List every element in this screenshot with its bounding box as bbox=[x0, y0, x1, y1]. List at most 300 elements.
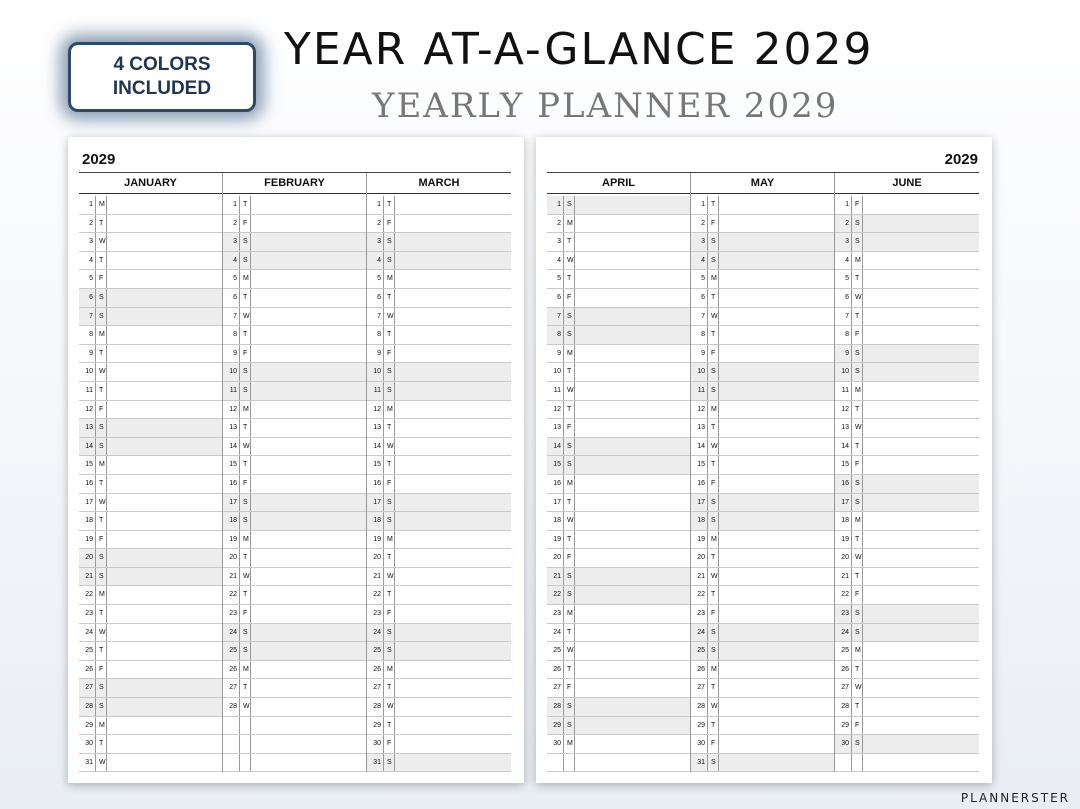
day-note-area[interactable] bbox=[251, 252, 366, 270]
day-note-area[interactable] bbox=[719, 438, 834, 456]
day-row bbox=[691, 735, 834, 754]
day-weekday: M bbox=[563, 735, 575, 753]
day-note-area[interactable] bbox=[251, 326, 366, 344]
day-note-area[interactable] bbox=[395, 568, 511, 586]
day-row bbox=[547, 624, 690, 643]
day-note-area[interactable] bbox=[719, 456, 834, 474]
day-row bbox=[367, 233, 511, 252]
day-note-area[interactable] bbox=[719, 642, 834, 660]
day-note-area[interactable] bbox=[719, 401, 834, 419]
day-note-area[interactable] bbox=[107, 401, 222, 419]
day-weekday: T bbox=[95, 475, 107, 493]
day-weekday: W bbox=[851, 419, 863, 437]
day-number: 19 bbox=[373, 535, 381, 543]
day-number: 25 bbox=[553, 647, 561, 655]
day-note-area[interactable] bbox=[251, 754, 366, 772]
day-note-area[interactable] bbox=[395, 494, 511, 512]
day-note-area[interactable] bbox=[719, 345, 834, 363]
day-note-area[interactable] bbox=[107, 698, 222, 716]
day-note-area[interactable] bbox=[719, 605, 834, 623]
day-note-area[interactable] bbox=[575, 196, 690, 214]
day-note-area[interactable] bbox=[395, 270, 511, 288]
day-note-area[interactable] bbox=[107, 679, 222, 697]
day-number: 9 bbox=[233, 349, 237, 357]
day-number: 29 bbox=[547, 717, 563, 735]
day-note-area[interactable] bbox=[863, 252, 979, 270]
day-weekday: T bbox=[239, 586, 251, 604]
day-note-area[interactable] bbox=[863, 270, 979, 288]
day-weekday: M bbox=[95, 717, 107, 735]
day-number: 14 bbox=[79, 438, 95, 456]
day-note-area[interactable] bbox=[395, 456, 511, 474]
day-number: 19 bbox=[85, 535, 93, 543]
day-note-area[interactable] bbox=[395, 717, 511, 735]
day-weekday: F bbox=[95, 270, 107, 288]
day-weekday bbox=[239, 735, 251, 753]
day-number: 13 bbox=[841, 424, 849, 432]
day-weekday: T bbox=[383, 717, 395, 735]
day-note-area[interactable] bbox=[863, 586, 979, 604]
day-note-area[interactable] bbox=[107, 624, 222, 642]
day-note-area[interactable] bbox=[575, 345, 690, 363]
day-note-area[interactable] bbox=[575, 456, 690, 474]
day-row bbox=[367, 568, 511, 587]
day-note-area[interactable] bbox=[395, 345, 511, 363]
day-note-area[interactable] bbox=[107, 512, 222, 530]
day-note-area[interactable] bbox=[251, 475, 366, 493]
day-weekday: S bbox=[383, 754, 395, 772]
day-weekday: T bbox=[95, 605, 107, 623]
day-note-area[interactable] bbox=[863, 419, 979, 437]
day-number: 1 bbox=[547, 196, 563, 214]
day-note-area[interactable] bbox=[395, 549, 511, 567]
day-row bbox=[79, 215, 222, 234]
day-note-area[interactable] bbox=[863, 308, 979, 326]
day-note-area[interactable] bbox=[863, 717, 979, 735]
day-weekday: S bbox=[383, 624, 395, 642]
day-note-area[interactable] bbox=[107, 215, 222, 233]
day-note-area[interactable] bbox=[251, 661, 366, 679]
day-note-area[interactable] bbox=[251, 717, 366, 735]
day-note-area[interactable] bbox=[863, 345, 979, 363]
day-weekday: S bbox=[707, 363, 719, 381]
day-note-area[interactable] bbox=[575, 382, 690, 400]
day-note-area[interactable] bbox=[863, 401, 979, 419]
day-row bbox=[79, 494, 222, 513]
day-row bbox=[223, 456, 366, 475]
day-note-area[interactable] bbox=[107, 289, 222, 307]
day-number: 24 bbox=[835, 624, 851, 642]
day-note-area[interactable] bbox=[575, 512, 690, 530]
day-row bbox=[367, 494, 511, 513]
day-row bbox=[79, 419, 222, 438]
day-weekday: T bbox=[95, 642, 107, 660]
day-note-area[interactable] bbox=[395, 382, 511, 400]
day-row bbox=[835, 642, 979, 661]
day-note-area[interactable] bbox=[575, 568, 690, 586]
day-note-area[interactable] bbox=[863, 438, 979, 456]
day-row bbox=[691, 419, 834, 438]
day-row bbox=[691, 679, 834, 698]
day-note-area[interactable] bbox=[107, 456, 222, 474]
day-note-area[interactable] bbox=[863, 382, 979, 400]
day-note-area[interactable] bbox=[251, 698, 366, 716]
day-row bbox=[547, 289, 690, 308]
day-row bbox=[691, 642, 834, 661]
day-weekday: T bbox=[851, 401, 863, 419]
day-row bbox=[691, 326, 834, 345]
day-note-area[interactable] bbox=[863, 326, 979, 344]
day-number: 11 bbox=[85, 386, 93, 394]
day-note-area[interactable] bbox=[395, 586, 511, 604]
day-weekday: F bbox=[851, 717, 863, 735]
day-weekday: F bbox=[707, 475, 719, 493]
day-note-area[interactable] bbox=[863, 494, 979, 512]
day-note-area[interactable] bbox=[719, 289, 834, 307]
day-number: 12 bbox=[841, 405, 849, 413]
day-number: 18 bbox=[691, 512, 707, 530]
day-note-area[interactable] bbox=[719, 382, 834, 400]
day-note-area[interactable] bbox=[107, 252, 222, 270]
day-row bbox=[835, 252, 979, 271]
day-note-area[interactable] bbox=[863, 642, 979, 660]
day-weekday: T bbox=[851, 698, 863, 716]
day-weekday: T bbox=[851, 568, 863, 586]
day-weekday: F bbox=[239, 215, 251, 233]
day-weekday: T bbox=[851, 270, 863, 288]
day-note-area[interactable] bbox=[395, 326, 511, 344]
day-note-area[interactable] bbox=[251, 215, 366, 233]
day-row bbox=[691, 754, 834, 773]
day-weekday: M bbox=[95, 586, 107, 604]
day-number: 19 bbox=[229, 535, 237, 543]
day-note-area[interactable] bbox=[251, 363, 366, 381]
day-row bbox=[691, 456, 834, 475]
day-number: 8 bbox=[89, 331, 93, 339]
day-note-area[interactable] bbox=[395, 475, 511, 493]
day-note-area[interactable] bbox=[719, 196, 834, 214]
day-note-area[interactable] bbox=[107, 735, 222, 753]
day-note-area[interactable] bbox=[575, 661, 690, 679]
day-number: 1 bbox=[377, 201, 381, 208]
day-note-area[interactable] bbox=[719, 215, 834, 233]
day-note-area[interactable] bbox=[575, 233, 690, 251]
day-note-area[interactable] bbox=[575, 605, 690, 623]
day-note-area[interactable] bbox=[719, 233, 834, 251]
day-note-area[interactable] bbox=[575, 754, 690, 772]
day-note-area[interactable] bbox=[251, 549, 366, 567]
day-note-area[interactable] bbox=[575, 698, 690, 716]
day-note-area[interactable] bbox=[719, 698, 834, 716]
day-note-area[interactable] bbox=[251, 512, 366, 530]
day-note-area[interactable] bbox=[395, 419, 511, 437]
day-note-area[interactable] bbox=[251, 679, 366, 697]
day-note-area[interactable] bbox=[395, 698, 511, 716]
day-note-area[interactable] bbox=[251, 735, 366, 753]
day-note-area[interactable] bbox=[863, 698, 979, 716]
day-note-area[interactable] bbox=[107, 642, 222, 660]
day-note-area[interactable] bbox=[719, 326, 834, 344]
day-note-area[interactable] bbox=[251, 586, 366, 604]
day-number: 19 bbox=[841, 535, 849, 543]
day-note-area[interactable] bbox=[575, 624, 690, 642]
day-note-area[interactable] bbox=[719, 494, 834, 512]
day-note-area[interactable] bbox=[575, 642, 690, 660]
day-note-area[interactable] bbox=[863, 233, 979, 251]
day-note-area[interactable] bbox=[575, 215, 690, 233]
day-note-area[interactable] bbox=[251, 624, 366, 642]
day-note-area[interactable] bbox=[863, 679, 979, 697]
day-note-area[interactable] bbox=[575, 326, 690, 344]
day-note-area[interactable] bbox=[575, 494, 690, 512]
day-row bbox=[367, 196, 511, 215]
day-note-area[interactable] bbox=[107, 586, 222, 604]
day-number: 11 bbox=[553, 386, 561, 394]
day-row bbox=[223, 531, 366, 550]
day-note-area[interactable] bbox=[575, 308, 690, 326]
day-row bbox=[79, 475, 222, 494]
month-column-april bbox=[547, 173, 691, 772]
day-row bbox=[223, 345, 366, 364]
day-weekday: W bbox=[95, 754, 107, 772]
day-note-area[interactable] bbox=[863, 215, 979, 233]
day-weekday: F bbox=[707, 345, 719, 363]
day-row bbox=[691, 382, 834, 401]
day-note-area[interactable] bbox=[251, 456, 366, 474]
day-note-area[interactable] bbox=[863, 531, 979, 549]
day-number: 14 bbox=[373, 442, 381, 450]
day-weekday: M bbox=[239, 661, 251, 679]
day-weekday: S bbox=[707, 512, 719, 530]
day-number: 11 bbox=[841, 386, 849, 394]
day-note-area[interactable] bbox=[719, 475, 834, 493]
day-note-area[interactable] bbox=[251, 382, 366, 400]
day-note-area[interactable] bbox=[251, 642, 366, 660]
day-note-area[interactable] bbox=[575, 679, 690, 697]
day-number: 11 bbox=[691, 382, 707, 400]
day-note-area[interactable] bbox=[863, 661, 979, 679]
day-note-area[interactable] bbox=[107, 438, 222, 456]
day-number: 11 bbox=[367, 382, 383, 400]
day-number: 5 bbox=[701, 275, 705, 283]
day-note-area[interactable] bbox=[107, 270, 222, 288]
day-note-area[interactable] bbox=[395, 754, 511, 772]
day-note-area[interactable] bbox=[107, 233, 222, 251]
day-note-area[interactable] bbox=[719, 252, 834, 270]
day-number: 17 bbox=[85, 498, 93, 506]
day-weekday: S bbox=[851, 233, 863, 251]
day-note-area[interactable] bbox=[107, 605, 222, 623]
day-number: 23 bbox=[835, 605, 851, 623]
day-note-area[interactable] bbox=[107, 419, 222, 437]
day-note-area[interactable] bbox=[863, 735, 979, 753]
day-note-area[interactable] bbox=[107, 308, 222, 326]
day-weekday: S bbox=[383, 494, 395, 512]
day-number: 26 bbox=[373, 665, 381, 673]
day-weekday: S bbox=[563, 586, 575, 604]
day-note-area[interactable] bbox=[719, 679, 834, 697]
day-number: 13 bbox=[553, 424, 561, 432]
colors-included-badge bbox=[68, 42, 256, 112]
day-note-area[interactable] bbox=[251, 531, 366, 549]
day-row bbox=[835, 196, 979, 215]
day-weekday: S bbox=[563, 438, 575, 456]
day-note-area[interactable] bbox=[251, 419, 366, 437]
day-note-area[interactable] bbox=[251, 345, 366, 363]
day-note-area[interactable] bbox=[107, 494, 222, 512]
day-row bbox=[547, 475, 690, 494]
day-weekday: T bbox=[95, 252, 107, 270]
day-note-area[interactable] bbox=[107, 475, 222, 493]
day-number: 23 bbox=[697, 610, 705, 618]
day-note-area[interactable] bbox=[863, 512, 979, 530]
day-note-area[interactable] bbox=[107, 661, 222, 679]
day-note-area[interactable] bbox=[719, 512, 834, 530]
day-note-area[interactable] bbox=[863, 754, 979, 772]
day-note-area[interactable] bbox=[251, 289, 366, 307]
day-note-area[interactable] bbox=[395, 438, 511, 456]
day-note-area[interactable] bbox=[395, 289, 511, 307]
day-number: 25 bbox=[85, 647, 93, 655]
day-weekday: T bbox=[851, 531, 863, 549]
day-note-area[interactable] bbox=[107, 568, 222, 586]
day-number: 28 bbox=[229, 703, 237, 711]
day-note-area[interactable] bbox=[251, 308, 366, 326]
day-note-area[interactable] bbox=[863, 475, 979, 493]
day-note-area[interactable] bbox=[395, 233, 511, 251]
day-row bbox=[691, 196, 834, 215]
day-note-area[interactable] bbox=[863, 289, 979, 307]
day-note-area[interactable] bbox=[719, 270, 834, 288]
day-note-area[interactable] bbox=[719, 754, 834, 772]
day-note-area[interactable] bbox=[107, 363, 222, 381]
day-note-area[interactable] bbox=[575, 270, 690, 288]
day-note-area[interactable] bbox=[863, 568, 979, 586]
day-note-area[interactable] bbox=[575, 289, 690, 307]
day-note-area[interactable] bbox=[719, 624, 834, 642]
day-note-area[interactable] bbox=[575, 363, 690, 381]
day-row bbox=[835, 401, 979, 420]
day-note-area[interactable] bbox=[719, 363, 834, 381]
day-note-area[interactable] bbox=[575, 586, 690, 604]
day-note-area[interactable] bbox=[719, 735, 834, 753]
day-note-area[interactable] bbox=[575, 735, 690, 753]
day-weekday: S bbox=[239, 252, 251, 270]
day-note-area[interactable] bbox=[575, 475, 690, 493]
day-weekday: F bbox=[851, 326, 863, 344]
day-weekday: W bbox=[239, 308, 251, 326]
day-note-area[interactable] bbox=[575, 531, 690, 549]
day-note-area[interactable] bbox=[395, 605, 511, 623]
day-note-area[interactable] bbox=[863, 549, 979, 567]
day-number: 20 bbox=[229, 554, 237, 562]
day-note-area[interactable] bbox=[251, 568, 366, 586]
day-note-area[interactable] bbox=[719, 549, 834, 567]
day-note-area[interactable] bbox=[719, 531, 834, 549]
day-number: 7 bbox=[547, 308, 563, 326]
day-note-area[interactable] bbox=[251, 438, 366, 456]
day-note-area[interactable] bbox=[395, 252, 511, 270]
day-note-area[interactable] bbox=[395, 512, 511, 530]
day-number: 10 bbox=[367, 363, 383, 381]
day-row bbox=[79, 754, 222, 773]
day-note-area[interactable] bbox=[575, 438, 690, 456]
day-weekday: T bbox=[383, 196, 395, 214]
day-weekday: F bbox=[707, 735, 719, 753]
day-note-area[interactable] bbox=[863, 605, 979, 623]
day-note-area[interactable] bbox=[251, 233, 366, 251]
day-note-area[interactable] bbox=[395, 642, 511, 660]
day-number: 19 bbox=[553, 535, 561, 543]
day-note-area[interactable] bbox=[107, 549, 222, 567]
day-number bbox=[223, 735, 239, 753]
day-note-area[interactable] bbox=[395, 661, 511, 679]
day-note-area[interactable] bbox=[251, 401, 366, 419]
day-note-area[interactable] bbox=[395, 196, 511, 214]
day-weekday: M bbox=[563, 345, 575, 363]
day-note-area[interactable] bbox=[107, 382, 222, 400]
day-note-area[interactable] bbox=[719, 419, 834, 437]
day-note-area[interactable] bbox=[251, 196, 366, 214]
day-row bbox=[223, 233, 366, 252]
day-note-area[interactable] bbox=[863, 363, 979, 381]
day-weekday: T bbox=[851, 661, 863, 679]
day-note-area[interactable] bbox=[107, 531, 222, 549]
day-row bbox=[367, 679, 511, 698]
day-note-area[interactable] bbox=[863, 196, 979, 214]
day-note-area[interactable] bbox=[107, 345, 222, 363]
day-note-area[interactable] bbox=[719, 586, 834, 604]
day-note-area[interactable] bbox=[575, 252, 690, 270]
day-note-area[interactable] bbox=[575, 717, 690, 735]
day-note-area[interactable] bbox=[251, 605, 366, 623]
day-note-area[interactable] bbox=[395, 531, 511, 549]
day-number: 21 bbox=[373, 572, 381, 580]
day-note-area[interactable] bbox=[107, 754, 222, 772]
day-number: 13 bbox=[79, 419, 95, 437]
day-note-area[interactable] bbox=[395, 401, 511, 419]
day-note-area[interactable] bbox=[395, 215, 511, 233]
day-note-area[interactable] bbox=[575, 419, 690, 437]
day-note-area[interactable] bbox=[395, 308, 511, 326]
day-note-area[interactable] bbox=[251, 494, 366, 512]
day-note-area[interactable] bbox=[719, 308, 834, 326]
day-note-area[interactable] bbox=[863, 456, 979, 474]
day-number: 31 bbox=[367, 754, 383, 772]
day-number: 3 bbox=[367, 233, 383, 251]
day-note-area[interactable] bbox=[575, 401, 690, 419]
day-row bbox=[835, 735, 979, 754]
day-note-area[interactable] bbox=[395, 679, 511, 697]
day-note-area[interactable] bbox=[107, 717, 222, 735]
day-note-area[interactable] bbox=[863, 624, 979, 642]
day-number: 28 bbox=[547, 698, 563, 716]
day-note-area[interactable] bbox=[107, 196, 222, 214]
day-number: 2 bbox=[89, 219, 93, 227]
day-note-area[interactable] bbox=[719, 661, 834, 679]
day-note-area[interactable] bbox=[395, 624, 511, 642]
day-number: 14 bbox=[229, 442, 237, 450]
day-row bbox=[79, 735, 222, 754]
day-note-area[interactable] bbox=[395, 363, 511, 381]
day-note-area[interactable] bbox=[719, 717, 834, 735]
day-note-area[interactable] bbox=[395, 735, 511, 753]
day-row bbox=[691, 270, 834, 289]
day-note-area[interactable] bbox=[575, 549, 690, 567]
day-note-area[interactable] bbox=[251, 270, 366, 288]
day-note-area[interactable] bbox=[107, 326, 222, 344]
day-note-area[interactable] bbox=[719, 568, 834, 586]
